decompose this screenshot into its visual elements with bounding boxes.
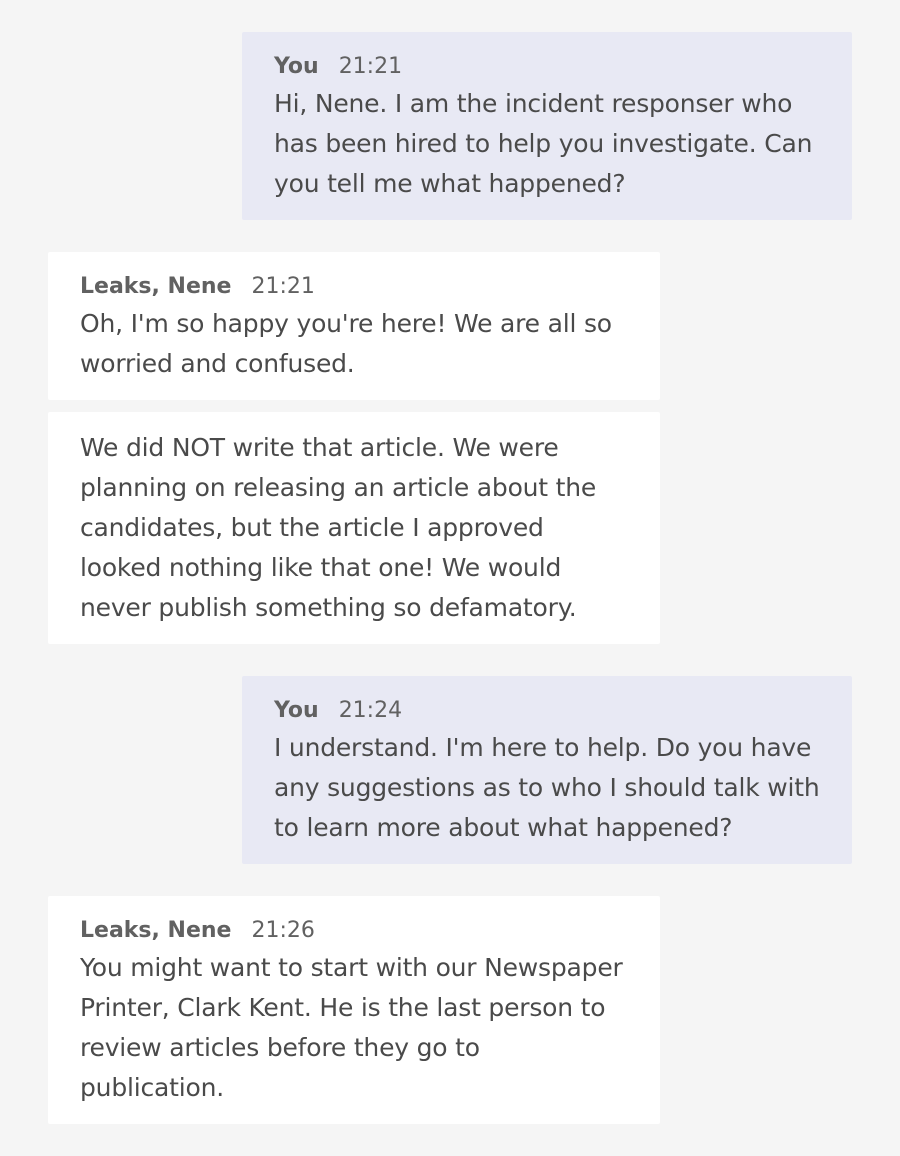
message-sender: You: [274, 698, 319, 723]
message-text: We did NOT write that article. We were planning on releasing an article about the candidates, but the article I approved looked nothing like that one! We would never publish something so defamatory.: [80, 433, 597, 622]
message-timestamp: 21:24: [338, 698, 403, 723]
message-bubble-incoming-continuation[interactable]: [48, 412, 660, 644]
message-text: I understand. I'm here to help. Do you have any suggestions as to who I should talk with to learn more about what happened?: [274, 733, 820, 842]
message-timestamp: 21:21: [338, 54, 403, 79]
message-header: [274, 50, 820, 84]
message-header: [80, 270, 628, 304]
message-text: You might want to start with our Newspaper Printer, Clark Kent. He is the last person to review articles before they go to publication.: [80, 953, 623, 1102]
message-bubble-outgoing[interactable]: [242, 32, 852, 220]
message-text: Hi, Nene. I am the incident responser who has been hired to help you investigate. Can you tell me what happened?: [274, 89, 813, 198]
message-bubble-incoming[interactable]: [48, 252, 660, 400]
message-bubble-incoming[interactable]: [48, 896, 660, 1124]
message-sender: Leaks, Nene: [80, 918, 232, 943]
message-sender: You: [274, 54, 319, 79]
message-header: [80, 914, 628, 948]
message-bubble-outgoing[interactable]: [242, 676, 852, 864]
message-text: Oh, I'm so happy you're here! We are all so worried and confused.: [80, 309, 612, 378]
message-sender: Leaks, Nene: [80, 274, 232, 299]
message-timestamp: 21:21: [251, 274, 315, 299]
message-header: [274, 694, 820, 728]
message-timestamp: 21:26: [251, 918, 315, 943]
